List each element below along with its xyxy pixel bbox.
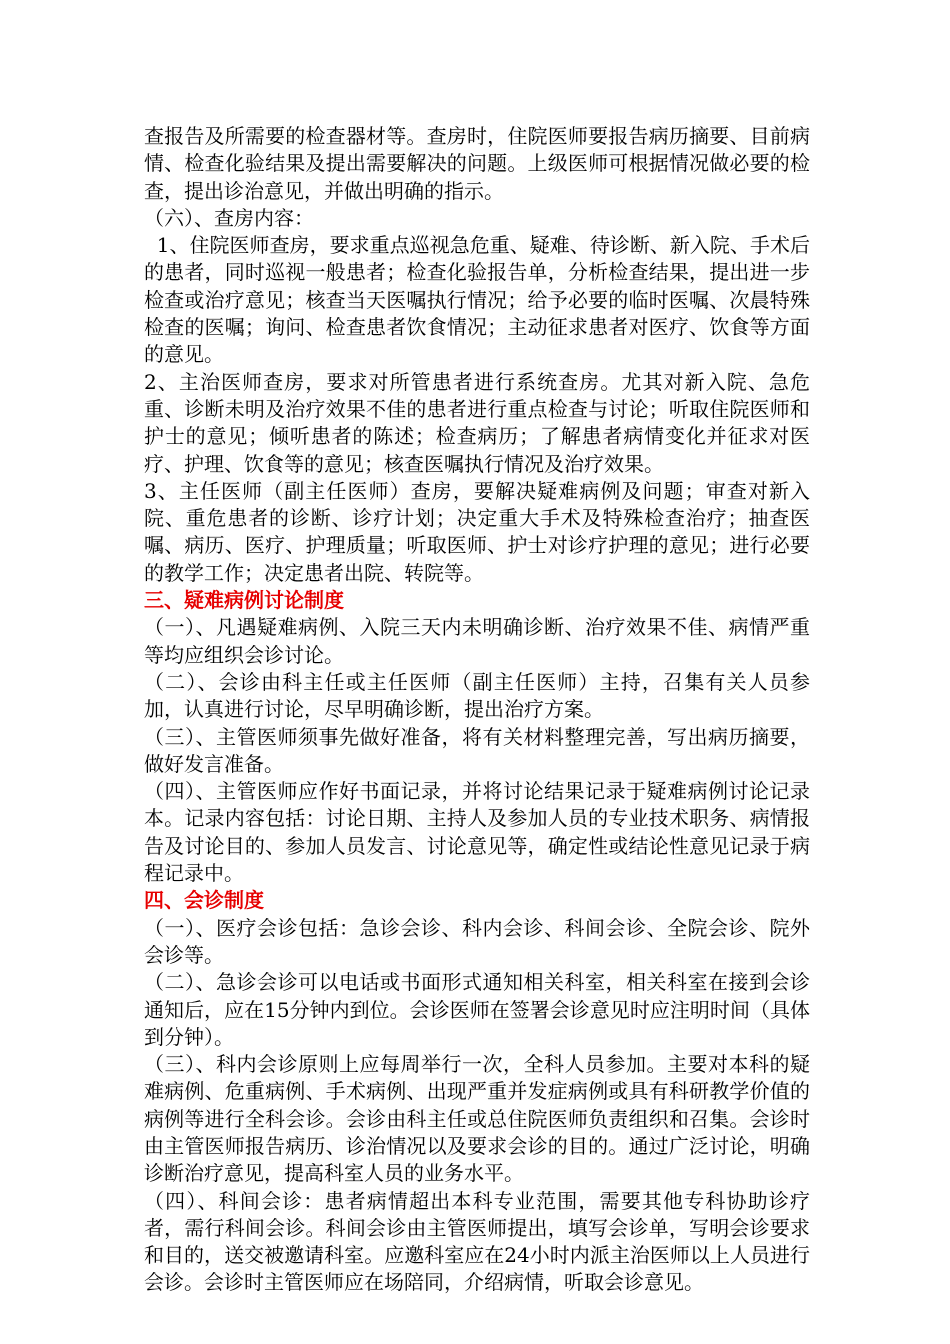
paragraph-attending-rounds: 2、主治医师查房，要求对所管患者进行系统查房。尤其对新入院、急危重、诊断未明及治疗效果不佳的患者进行重点检查与讨论；听取住院医师和护士的意见；倾听患者的陈述；检查病历；了解患者病情变化并征求对医疗、护理、饮食等的意见；核查医嘱执行情况及治疗效果。 [144, 369, 810, 476]
paragraph-rounds-content-title: （六）、查房内容： [144, 205, 314, 230]
paragraph-difficult-1: （一）、凡遇疑难病例、入院三天内未明确诊断、治疗效果不佳、病情严重等均应组织会诊讨论。 [144, 615, 810, 667]
document-page [144, 123, 810, 1297]
paragraph-resident-rounds: 1、住院医师查房，要求重点巡视急危重、疑难、待诊断、新入院、手术后的患者，同时巡视一般患者；检查化验报告单，分析检查结果，提出进一步检查或治疗意见；核查当天医嘱执行情况；给予必要的临时医嘱、次晨特殊检查的医嘱；询问、检查患者饮食情况；主动征求患者对医疗、饮食等方面的意见。 [144, 233, 810, 367]
paragraph-inspection-prep: 查报告及所需要的检查器材等。查房时，住院医师要报告病历摘要、目前病情、检查化验结果及提出需要解决的问题。上级医师可根据情况做必要的检查，提出诊治意见，并做出明确的指示。 [144, 124, 810, 203]
paragraph-consultation-2: （二）、急诊会诊可以电话或书面形式通知相关科室，相关科室在接到会诊通知后，应在15分钟内到位。会诊医师在签署会诊意见时应注明时间（具体到分钟）。 [144, 970, 810, 1049]
paragraph-chief-rounds: 3、主任医师（副主任医师）查房，要解决疑难病例及问题；审查对新入院、重危患者的诊断、诊疗计划；决定重大手术及特殊检查治疗；抽查医嘱、病历、医疗、护理质量；听取医师、护士对诊疗护理的意见；进行必要的教学工作；决定患者出院、转院等。 [144, 478, 810, 585]
paragraph-consultation-4: （四）、科间会诊：患者病情超出本科专业范围，需要其他专科协助诊疗者，需行科间会诊。科间会诊由主管医师提出，填写会诊单，写明会诊要求和目的，送交被邀请科室。应邀科室应在24小时内派主治医师以上人员进行会诊。会诊时主管医师应在场陪同，介绍病情，听取会诊意见。 [144, 1188, 810, 1295]
section-heading-consultation: 四、会诊制度 [144, 888, 264, 913]
paragraph-consultation-3: （三）、科内会诊原则上应每周举行一次，全科人员参加。主要对本科的疑难病例、危重病例、手术病例、出现严重并发症病例或具有科研教学价值的病例等进行全科会诊。会诊由科主任或总住院医师负责组织和召集。会诊时由主管医师报告病历、诊治情况以及要求会诊的目的。通过广泛讨论，明确诊断治疗意见，提高科室人员的业务水平。 [144, 1052, 810, 1186]
paragraph-difficult-3: （三）、主管医师须事先做好准备，将有关材料整理完善，写出病历摘要，做好发言准备。 [144, 724, 810, 776]
paragraph-consultation-1: （一）、医疗会诊包括：急诊会诊、科内会诊、科间会诊、全院会诊、院外会诊等。 [144, 915, 810, 967]
section-heading-difficult-cases: 三、疑难病例讨论制度 [144, 588, 344, 613]
paragraph-difficult-4: （四）、主管医师应作好书面记录，并将讨论结果记录于疑难病例讨论记录本。记录内容包括：讨论日期、主持人及参加人员的专业技术职务、病情报告及讨论目的、参加人员发言、讨论意见等，确定性或结论性意见记录于病程记录中。 [144, 779, 810, 886]
paragraph-difficult-2: （二）、会诊由科主任或主任医师（副主任医师）主持，召集有关人员参加，认真进行讨论，尽早明确诊断，提出治疗方案。 [144, 669, 810, 722]
